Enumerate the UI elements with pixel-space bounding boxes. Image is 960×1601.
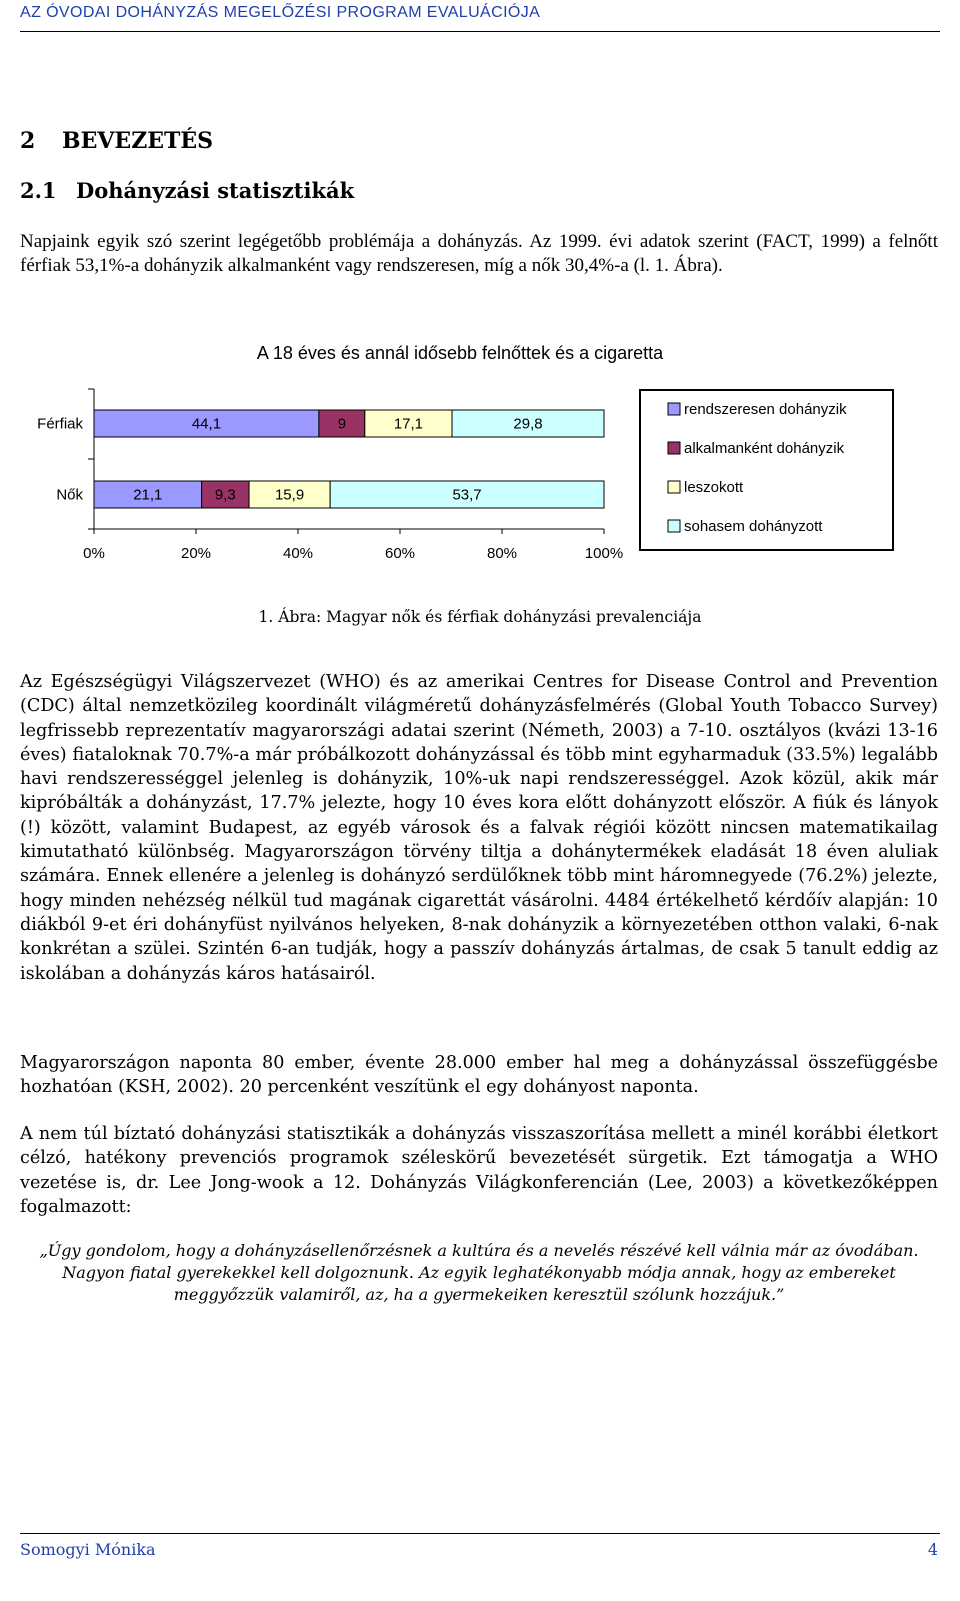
data-label: 17,1: [393, 415, 424, 433]
x-tick-label: 60%: [384, 545, 416, 562]
figure-caption: 1. Ábra: Magyar nők és férfiak dohányzási prevalenciája: [258, 608, 702, 626]
data-label: 15,9: [274, 486, 305, 504]
x-tick-label: 80%: [486, 545, 518, 562]
legend-label: leszokott: [684, 479, 744, 496]
legend-label: sohasem dohányzott: [684, 518, 823, 535]
data-label: 9,3: [214, 486, 236, 504]
intro-paragraph: Napjaink egyik szó szerint legégetőbb problémája a dohányzás. Az 1999. évi adatok szerint (FACT, 1999) a felnőtt férfiak 53,1%-a dohányzik alkalmanként vagy rendszeresen, míg a nők 30,4%-a (l. 1. Ábra).: [20, 231, 938, 277]
data-label: 9: [337, 415, 347, 433]
chart-legend: [640, 390, 893, 550]
subsection-number: 2.1: [20, 178, 57, 203]
category-label: Nők: [56, 486, 83, 504]
legend-swatch: [668, 481, 680, 493]
legend-swatch: [668, 442, 680, 454]
paragraph-mortality: Magyarországon naponta 80 ember, évente 28.000 ember hal meg a dohányzással összefüggésbe hozhatóan (KSH, 2002). 20 percenként veszítünk el egy dohányost naponta.: [20, 1053, 938, 1098]
category-label: Férfiak: [37, 415, 83, 433]
footer-rule: [20, 1533, 940, 1534]
data-label: 29,8: [513, 415, 543, 433]
section-number: 2: [20, 128, 36, 154]
quote: „Úgy gondolom, hogy a dohányzásellenőrzésnek a kultúra és a nevelés részévé kell válnia már az óvodában. Nagyon fiatal gyerekekkel kell dolgoznunk. Az egyik leghatékonyabb módja annak, hogy az embereket meggyőzzük valamiről, az, ha a gyermekeiken keresztül szólunk hozzájuk.”: [39, 1241, 919, 1304]
running-header: AZ ÓVODAI DOHÁNYZÁS MEGELŐZÉSI PROGRAM EVALUÁCIÓJA: [20, 4, 541, 21]
legend-swatch: [668, 403, 680, 415]
data-label: 53,7: [452, 486, 482, 504]
x-tick-label: 0%: [83, 545, 105, 562]
section-title: BEVEZETÉS: [62, 128, 214, 154]
paragraph-prevention: A nem túl bíztató dohányzási statisztikák a dohányzás visszaszorítása mellett a minél korábbi életkort célzó, hatékony prevenciós programok széleskörű bevezetését sürgetik. Ezt támogatja a WHO vezetése is, dr. Lee Jong-wook a 12. Dohányzás Világkonferencián (Lee, 2003) a következőképpen fogalmazott:: [20, 1124, 938, 1217]
subsection-title: Dohányzási statisztikák: [76, 178, 355, 203]
legend-label: alkalmanként dohányzik: [684, 440, 845, 457]
prevalence-chart: [0, 0, 960, 600]
data-label: 44,1: [191, 415, 222, 433]
page-number: 4: [927, 1540, 938, 1559]
x-tick-label: 40%: [282, 545, 314, 562]
legend-label: rendszeresen dohányzik: [684, 401, 847, 418]
legend-swatch: [668, 520, 680, 532]
x-tick-label: 100%: [584, 545, 624, 562]
data-label: 21,1: [133, 486, 163, 504]
x-tick-label: 20%: [180, 545, 212, 562]
footer-author: Somogyi Mónika: [20, 1540, 156, 1559]
plot-area: [37, 389, 623, 562]
chart-title: A 18 éves és annál idősebb felnőttek és a cigaretta: [256, 343, 664, 363]
paragraph-who: Az Egészségügyi Világszervezet (WHO) és az amerikai Centres for Disease Control and Prevention (CDC) által nemzetközileg koordinált világméretű dohányzásfelmérés (Global Youth Tobacco Survey) legfrissebb reprezentatív magyarországi adatai szerint (Németh, 2003) a 7-10. osztályos (kvázi 13-16 éves) fiataloknak 70.7%-a már próbálkozott dohányzással és több mint egyharmaduk (33.5%) legalább havi rendszerességgel jelenleg is dohányzik, 10%-uk napi rendszerességgel. Azok közül, akik már kipróbálták a dohányzást, 17.7% jelezte, hogy 10 éves kora előtt dohányzott először. A fiúk és lányok (!) között, valamint Budapest, az egyéb városok és a falvak régiói között nincsen matematikailag kimutatható különbség. Magyarországon törvény tiltja a dohánytermékek eladását 18 éven aluliak számára. Ennek ellenére a jelenleg is dohányzó serdülőknek több mint háromnegyede (76.2%) jelezte, hogy minden nehézség nélkül tud magának cigarettát vásárolni. 4484 értékelhető kérdőív alapján: 10 diákból 9-et éri dohányfüst nyilvános helyeken, 8-nak dohányzik a környezetében otthon valaki, 6-nak konkrétan a szülei. Szintén 6-an tudják, hogy a passzív dohányzás ártalmas, de csak 5 tanult eddig az iskolában a dohányzás káros hatásairól.: [20, 672, 938, 984]
